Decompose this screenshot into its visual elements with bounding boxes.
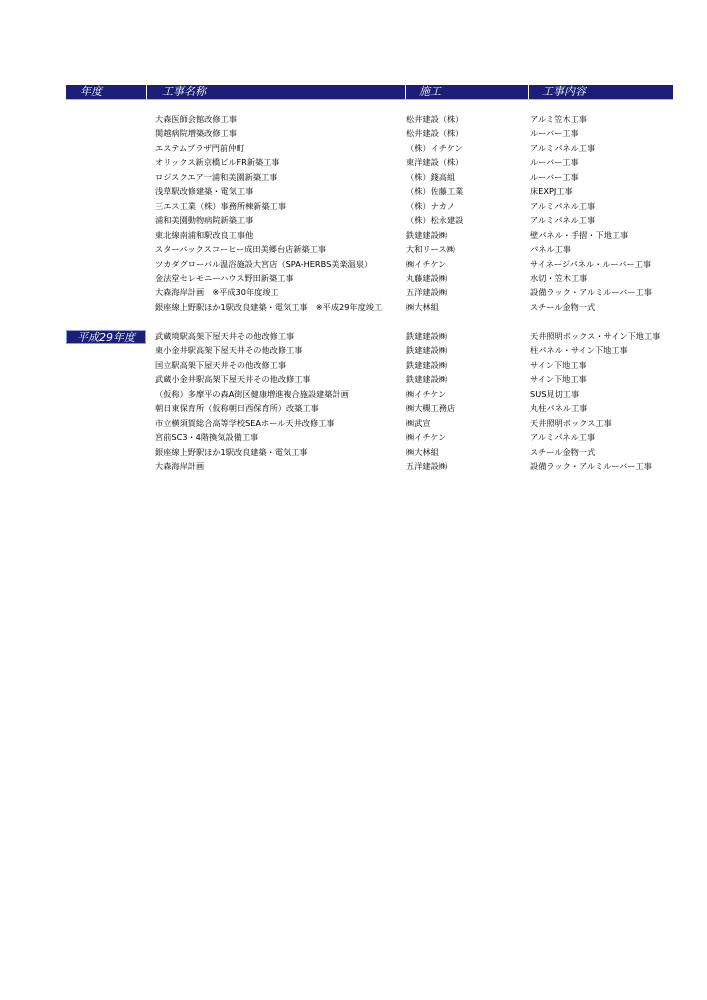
work-content: SUS見切工事: [530, 388, 580, 399]
work-content: スチール金物一式: [530, 446, 596, 457]
work-content: アルミパネル工事: [530, 142, 596, 153]
work-content: ルーバー工事: [530, 128, 579, 139]
work-name: 市立横須賀総合高等学校SEAホール天井改修工事: [155, 417, 335, 428]
contractor: ㈱イチケン: [406, 432, 447, 443]
work-name: 浅草駅改修建築・電気工事: [155, 186, 254, 197]
contractor: 鉄建建設㈱: [406, 229, 447, 240]
table-row: [0, 141, 707, 155]
header-divider: [405, 85, 406, 99]
work-content: 壁パネル・手摺・下地工事: [530, 229, 629, 240]
work-name: 大森海岸計画: [155, 461, 205, 472]
table-row: [0, 126, 707, 140]
work-content: ルーバー工事: [530, 157, 579, 168]
table-header: [66, 85, 673, 100]
work-name: 東北線南浦和駅改良工事他: [155, 229, 254, 240]
table-row: [0, 300, 707, 314]
table-row: [0, 257, 707, 271]
header-divider: [146, 85, 147, 99]
table-row: [0, 170, 707, 184]
table-row: [0, 199, 707, 213]
contractor: 鉄建建設㈱: [406, 374, 447, 385]
header-name: 工事名称: [162, 85, 206, 98]
table-row: [0, 285, 707, 299]
work-content: アルミパネル工事: [530, 432, 596, 443]
contractor: ㈱大槻工務店: [406, 403, 456, 414]
table-row: [0, 155, 707, 169]
work-name: 浦和美園動物病院新築工事: [155, 215, 254, 226]
work-content: ルーバー工事: [530, 171, 579, 182]
contractor: 大和リース㈱: [406, 244, 455, 255]
work-name: 国立駅高架下屋天井その他改修工事: [155, 359, 287, 370]
work-content: サイン下地工事: [530, 359, 587, 370]
table-row: [0, 401, 707, 415]
contractor: 鉄建建設㈱: [406, 345, 447, 356]
work-name: スターバックスコーヒー成田美郷台店新築工事: [155, 244, 327, 255]
header-contractor: 施工: [419, 85, 441, 98]
work-name: 銀座線上野駅ほか1駅改良建築・電気工事 ※平成29年度竣工: [155, 301, 383, 312]
contractor: 五洋建設㈱: [406, 461, 447, 472]
contractor: 松井建設（株）: [406, 114, 464, 124]
work-content: スチール金物一式: [530, 301, 596, 312]
contractor: ㈱武宣: [406, 417, 431, 428]
work-content: 設備ラック・アルミルーバー工事: [530, 461, 652, 472]
work-name: 金法堂セレモニーハウス野田新築工事: [155, 272, 294, 283]
table-row: [0, 430, 707, 444]
table-row: [0, 271, 707, 285]
contractor: 東洋建設（株）: [406, 157, 464, 168]
work-name: ツカダグローバル温浴施設大宮店（SPA-HERBS美楽温泉）: [155, 258, 373, 269]
contractor: （株）イチケン: [406, 142, 463, 153]
contractor: （株）佐藤工業: [406, 186, 464, 197]
contractor: ㈱大林組: [406, 301, 439, 312]
work-content: サイン下地工事: [530, 374, 587, 385]
work-name: 三エス工業（株）事務所棟新築工事: [155, 200, 287, 211]
table-row: [0, 387, 707, 401]
table-row: [0, 343, 707, 357]
work-name: 武蔵小金井駅高架下屋天井その他改修工事: [155, 374, 311, 385]
work-name: 大森医師会館改修工事: [155, 114, 237, 124]
table-row: [0, 372, 707, 386]
contractor: （株）錢高組: [406, 171, 456, 182]
work-name: 大森海岸計画 ※平成30年度竣工: [155, 287, 279, 298]
work-name: 宮前SC3・4階換気設備工事: [155, 432, 259, 443]
header-year: 年度: [80, 85, 102, 98]
table-row: [0, 358, 707, 372]
work-content: アルミ笠木工事: [530, 114, 587, 124]
work-name: ロジスクエア一浦和美園新築工事: [155, 171, 278, 182]
contractor: （株）松永建設: [406, 215, 464, 226]
table-row: [0, 213, 707, 227]
work-content: 水切・笠木工事: [530, 272, 588, 283]
work-content: パネル工事: [530, 244, 571, 255]
work-name: （仮称）多摩平の森A街区健康増進複合施設建築計画: [155, 388, 349, 399]
table-row: [0, 242, 707, 256]
contractor: 五洋建設㈱: [406, 287, 447, 298]
contractor: （株）ナカノ: [406, 200, 455, 211]
table-row: [0, 329, 707, 343]
work-content: 丸柱パネル工事: [530, 403, 588, 414]
work-name: 銀座線上野駅ほか1駅改良建築・電気工事: [155, 446, 308, 457]
contractor: 松井建設（株）: [406, 128, 464, 139]
table-row: [0, 184, 707, 198]
table-row: [0, 445, 707, 459]
work-content: 天井照明ボックス・サイン下地工事: [530, 331, 661, 341]
contractor: ㈱大林組: [406, 446, 439, 457]
work-content: 床EXPJ工事: [530, 186, 573, 197]
year-badge: 平成29年度: [66, 330, 146, 344]
contractor: ㈱イチケン: [406, 258, 447, 269]
contractor: ㈱イチケン: [406, 388, 447, 399]
header-divider: [528, 85, 529, 99]
table-row: [0, 112, 707, 126]
work-name: 関越病院増築改修工事: [155, 128, 237, 139]
contractor: 丸藤建設㈱: [406, 272, 447, 283]
contractor: 鉄建建設㈱: [406, 359, 447, 370]
table-row: [0, 416, 707, 430]
work-name: エステムプラザ門前仲町: [155, 142, 245, 153]
work-content: 設備ラック・アルミルーバー工事: [530, 287, 652, 298]
work-content: アルミパネル工事: [530, 215, 596, 226]
work-name: 武蔵境駅高架下屋天井その他改修工事: [155, 331, 295, 341]
work-content: サイネージパネル・ルーバー工事: [530, 258, 652, 269]
work-content: 柱パネル・サイン下地工事: [530, 345, 628, 356]
work-content: アルミパネル工事: [530, 200, 596, 211]
table-row: [0, 228, 707, 242]
work-name: オリックス新京橋ビルFR新築工事: [155, 157, 280, 168]
work-name: 朝日東保育所（仮称朝日西保育所）改築工事: [155, 403, 319, 414]
contractor: 鉄建建設㈱: [406, 331, 447, 341]
work-name: 東小金井駅高架下屋天井その他改修工事: [155, 345, 303, 356]
work-content: 天井照明ボックス工事: [530, 417, 612, 428]
header-content: 工事内容: [542, 85, 586, 98]
table-row: [0, 459, 707, 473]
